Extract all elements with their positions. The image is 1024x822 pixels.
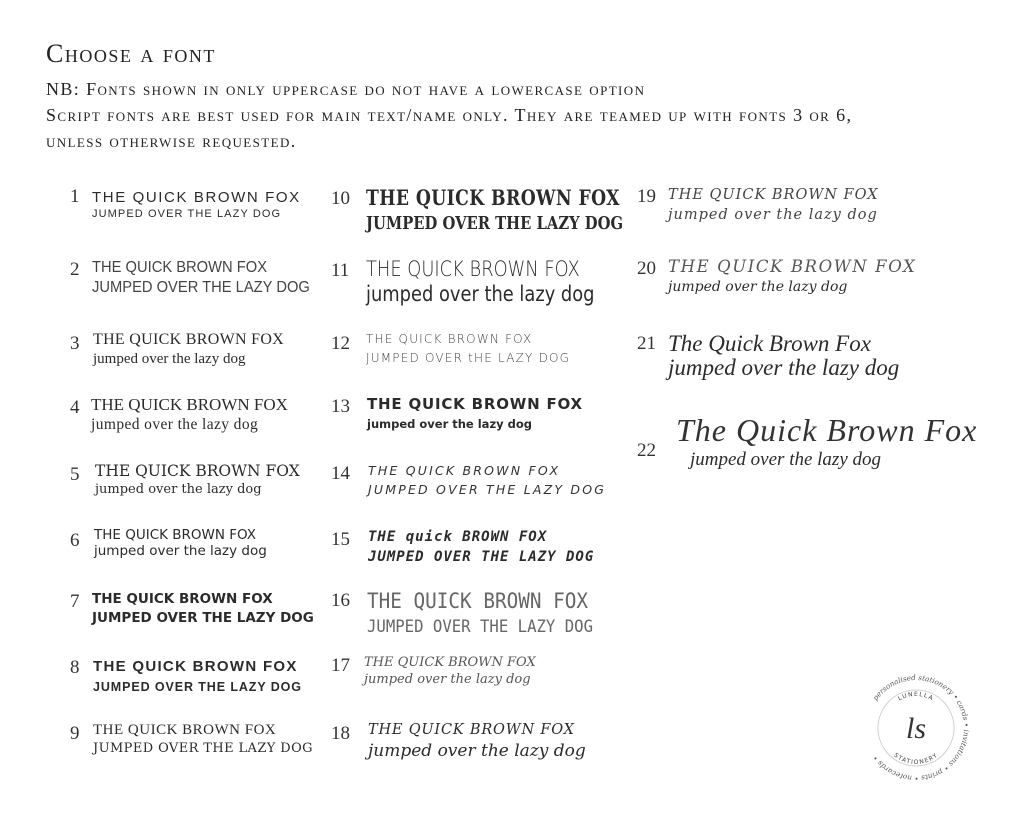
font-sample-14[interactable] (368, 463, 606, 497)
font-sample-6[interactable] (94, 527, 267, 559)
sample-line-2: JUMPED OVER tHE LAZY DOG (366, 351, 571, 365)
sample-line-1: THE QUICK BROWN FOX (668, 187, 879, 203)
font-sample-9[interactable] (93, 722, 313, 756)
font-sample-12[interactable] (366, 332, 570, 365)
font-number: 11 (331, 260, 350, 281)
font-sample-8[interactable] (93, 658, 302, 694)
font-number: 15 (331, 529, 350, 550)
sample-line-2: jumped over the lazy dog (368, 741, 586, 761)
font-number: 9 (70, 723, 80, 744)
sample-line-1: THE QUICK BROWN FOX (668, 257, 917, 276)
sample-line-2: jumped over the lazy dog (364, 672, 531, 687)
sample-line-1: THE QUICK BROWN FOX (92, 189, 301, 206)
font-number: 6 (70, 530, 80, 551)
svg-text:STATIONERY (892, 752, 939, 766)
font-number: 19 (637, 186, 656, 207)
font-number: 3 (70, 333, 80, 354)
lunella-stationery-logo (860, 672, 972, 784)
font-number: 16 (331, 590, 350, 611)
font-number: 13 (331, 396, 350, 417)
sample-line-1: THE QUICK BROWN FOX (366, 257, 580, 281)
sample-line-1: THE QUICK BROWN FOX (367, 589, 589, 613)
font-number: 18 (331, 723, 350, 744)
sample-line-2: JUMPED OVER THE LAZY DOG (367, 617, 593, 637)
font-sample-17[interactable] (364, 655, 536, 687)
font-sample-15[interactable] (368, 529, 594, 565)
sample-line-1: THE QUICK BROWN FOX (93, 331, 285, 348)
font-sample-4[interactable] (91, 395, 288, 434)
sample-line-2: JUMPED OVER THE LAZY DOG (93, 680, 302, 694)
sample-line-2: JUMPED OVER THE LAZY DOG (368, 549, 595, 565)
note-script-fonts: Script fonts are best used for main text/name only. They are teamed up with fonts 3 or 6, (46, 105, 853, 125)
font-sample-11[interactable] (366, 257, 635, 306)
sample-line-2: JUMPED OVER THE LAZY DOG (366, 213, 624, 234)
logo-brand-top: LUNELLA (896, 690, 935, 703)
sample-line-1: THE QUICK BROWN FOX (93, 722, 277, 738)
logo-stamp-icon (860, 672, 972, 784)
font-number: 12 (331, 333, 350, 354)
sample-line-1: THE QUICK BROWN FOX (92, 591, 273, 607)
sample-line-2: jumped over the lazy dog (366, 282, 595, 306)
sample-line-1: THE QUICK BROWN FOX (368, 722, 575, 738)
sample-line-1: THE QUICK BROWN FOX (92, 259, 268, 276)
note-uppercase: NB: Fonts shown in only uppercase do not have a lowercase option (46, 79, 646, 99)
font-number: 7 (70, 591, 80, 612)
sample-line-1: The Quick Brown Fox (676, 412, 978, 448)
sample-line-2: jumped over the lazy dog (668, 279, 848, 295)
font-sample-1[interactable] (92, 189, 301, 220)
font-number: 5 (70, 464, 80, 485)
logo-ring-text: personalised stationery • cards • invitations • prints • notecards • (870, 672, 972, 784)
font-number: 21 (637, 333, 656, 354)
sample-line-2: JUMPED OVER THE LAZY DOG (93, 741, 313, 756)
font-number: 8 (70, 657, 80, 678)
sample-line-1: THE QUICK BROWN FOX (94, 527, 257, 543)
font-sample-21[interactable] (668, 331, 899, 381)
sample-line-2: jumped over the lazy dog (91, 416, 259, 433)
sample-line-2: JUMPED OVER THE LAZY DOG (92, 208, 282, 220)
page-header (46, 40, 1006, 154)
note-unless-requested: unless otherwise requested. (46, 131, 297, 151)
sample-line-2: jumped over the lazy dog (93, 351, 246, 367)
sample-line-2: JUMPED OVER THE LAZY DOG (368, 482, 607, 497)
sample-line-1: THE QUICK BROWN FOX (368, 463, 561, 478)
font-sample-10[interactable] (366, 185, 679, 234)
sample-line-1: THE QUICK BROWN FOX (367, 395, 583, 413)
font-number: 14 (331, 463, 350, 484)
sample-line-2: JUMPED OVER THE LAZY DOG (92, 610, 314, 626)
font-sample-7[interactable] (92, 591, 314, 626)
sample-line-2: jumped over the lazy dog (668, 207, 878, 223)
font-sample-19[interactable] (668, 187, 879, 223)
sample-line-2: jumped over the lazy dog (690, 449, 882, 470)
font-number: 22 (637, 440, 656, 461)
sample-line-2: jumped over the lazy dog (367, 417, 532, 431)
sample-line-1: THE QUICK BROWN FOX (93, 658, 298, 675)
sample-line-1: THE QUICK BROWN FOX (366, 332, 533, 346)
logo-monogram: ls (905, 712, 927, 745)
font-number: 1 (70, 186, 80, 207)
font-sample-5[interactable] (95, 462, 300, 497)
font-number: 10 (331, 188, 350, 209)
sample-line-1: THE QUICK BROWN FOX (366, 185, 620, 210)
font-number: 17 (331, 655, 350, 676)
font-sample-2[interactable] (92, 259, 329, 297)
page-title: Choose a font (46, 39, 216, 68)
sample-line-1: THE QUICK BROWN FOX (364, 655, 536, 670)
sample-line-1: The Quick Brown Fox (668, 331, 871, 356)
sample-line-1: THE QUICK BROWN FOX (91, 395, 288, 414)
font-number: 20 (637, 258, 656, 279)
logo-brand-bottom: STATIONERY (892, 751, 940, 767)
font-sample-20[interactable] (668, 257, 916, 295)
font-sample-16[interactable] (367, 589, 613, 637)
font-sample-22[interactable] (676, 412, 977, 471)
sample-line-2: jumped over the lazy dog (95, 482, 262, 497)
font-number: 2 (70, 259, 80, 280)
sample-line-2: jumped over the lazy dog (668, 355, 900, 380)
sample-line-1: THE QUICK BROWN FOX (95, 462, 300, 480)
font-sample-18[interactable] (368, 722, 586, 761)
font-number: 4 (70, 397, 80, 418)
font-sample-3[interactable] (93, 331, 284, 368)
sample-line-1: THE quick BROWN FOX (368, 529, 548, 545)
font-sample-13[interactable] (367, 395, 583, 431)
sample-line-2: JUMPED OVER THE LAZY DOG (92, 279, 310, 296)
sample-line-2: jumped over the lazy dog (94, 543, 267, 559)
